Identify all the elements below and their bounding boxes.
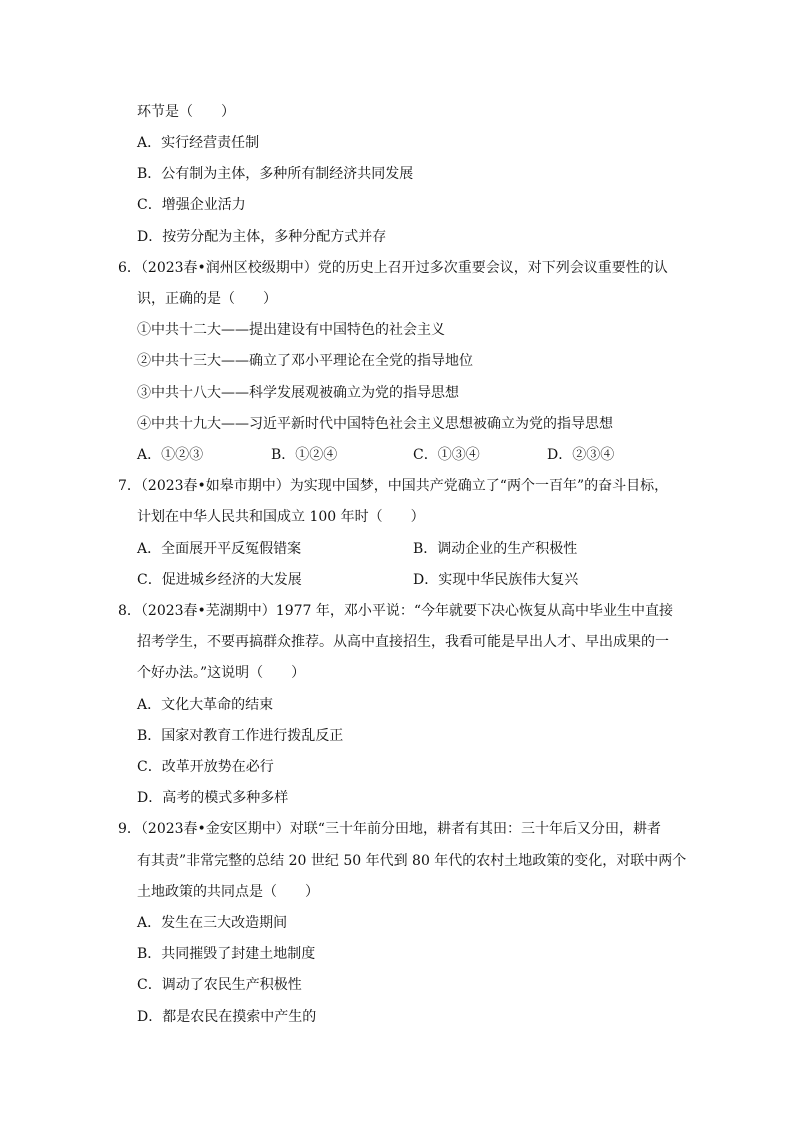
q6-stem-line-1: 6．（2023春•润州区校级期中）党的历史上召开过多次重要会议，对下列会议重要性的认 bbox=[118, 260, 668, 276]
q6-item-1: ①中共十二大——提出建设有中国特色的社会主义 bbox=[137, 322, 445, 338]
q9-option-a: A．发生在三大改造期间 bbox=[137, 915, 288, 931]
q5-option-c: C．增强企业活力 bbox=[137, 197, 246, 213]
q8-stem-line-2: 招考学生，不要再搞群众推荐。从高中直接招生，我看可能是早出人才、早出成果的一 bbox=[137, 634, 669, 650]
q7-option-b: B．调动企业的生产积极性 bbox=[413, 541, 578, 557]
q7-option-d: D．实现中华民族伟大复兴 bbox=[413, 572, 579, 588]
q5-option-d: D．按劳分配为主体，多种分配方式并存 bbox=[137, 229, 387, 245]
q8-option-b: B．国家对教育工作进行拨乱反正 bbox=[137, 728, 344, 744]
q8-option-d: D．高考的模式多种多样 bbox=[137, 790, 289, 806]
q6-option-d: D．②③④ bbox=[547, 447, 615, 463]
q5-option-b: B．公有制为主体，多种所有制经济共同发展 bbox=[137, 166, 414, 182]
q8-stem-line-1: 8．（2023春•芜湖期中）1977 年，邓小平说：“今年就要下决心恢复从高中毕业生中直接 bbox=[118, 603, 674, 619]
q5-stem-continuation: 环节是（ ） bbox=[137, 104, 235, 120]
q9-option-b: B．共同摧毁了封建土地制度 bbox=[137, 946, 316, 962]
q6-option-a: A．①②③ bbox=[137, 447, 204, 463]
q7-stem-line-2: 计划在中华人民共和国成立 100 年时（ ） bbox=[137, 509, 425, 525]
q7-option-c: C．促进城乡经济的大发展 bbox=[137, 572, 302, 588]
q9-stem-line-1: 9．（2023春•金安区期中）对联“三十年前分田地，耕者有其田：三十年后又分田，耕者 bbox=[118, 821, 661, 837]
q6-item-2: ②中共十三大——确立了邓小平理论在全党的指导地位 bbox=[137, 353, 473, 369]
q9-stem-line-3: 土地政策的共同点是（ ） bbox=[137, 884, 319, 900]
q6-item-4: ④中共十九大——习近平新时代中国特色社会主义思想被确立为党的指导思想 bbox=[137, 416, 613, 432]
q9-stem-line-2: 有其责”非常完整的总结 20 世纪 50 年代到 80 年代的农村土地政策的变化，对联中两个 bbox=[137, 853, 687, 869]
q6-item-3: ③中共十八大——科学发展观被确立为党的指导思想 bbox=[137, 385, 459, 401]
q7-option-a: A．全面展开平反冤假错案 bbox=[137, 541, 302, 557]
q6-option-b: B．①②④ bbox=[271, 447, 338, 463]
q9-option-d: D．都是农民在摸索中产生的 bbox=[137, 1009, 317, 1025]
q8-option-a: A．文化大革命的结束 bbox=[137, 697, 274, 713]
q5-option-a: A．实行经营责任制 bbox=[137, 135, 260, 151]
q7-stem-line-1: 7．（2023春•如皋市期中）为实现中国梦，中国共产党确立了“两个一百年”的奋斗目标， bbox=[118, 478, 669, 494]
q6-option-c: C．①③④ bbox=[413, 447, 480, 463]
q9-option-c: C．调动了农民生产积极性 bbox=[137, 977, 302, 993]
q8-option-c: C．改革开放势在必行 bbox=[137, 759, 274, 775]
q8-stem-line-3: 个好办法。”这说明（ ） bbox=[137, 665, 306, 681]
q6-stem-line-2: 识，正确的是（ ） bbox=[137, 291, 277, 307]
